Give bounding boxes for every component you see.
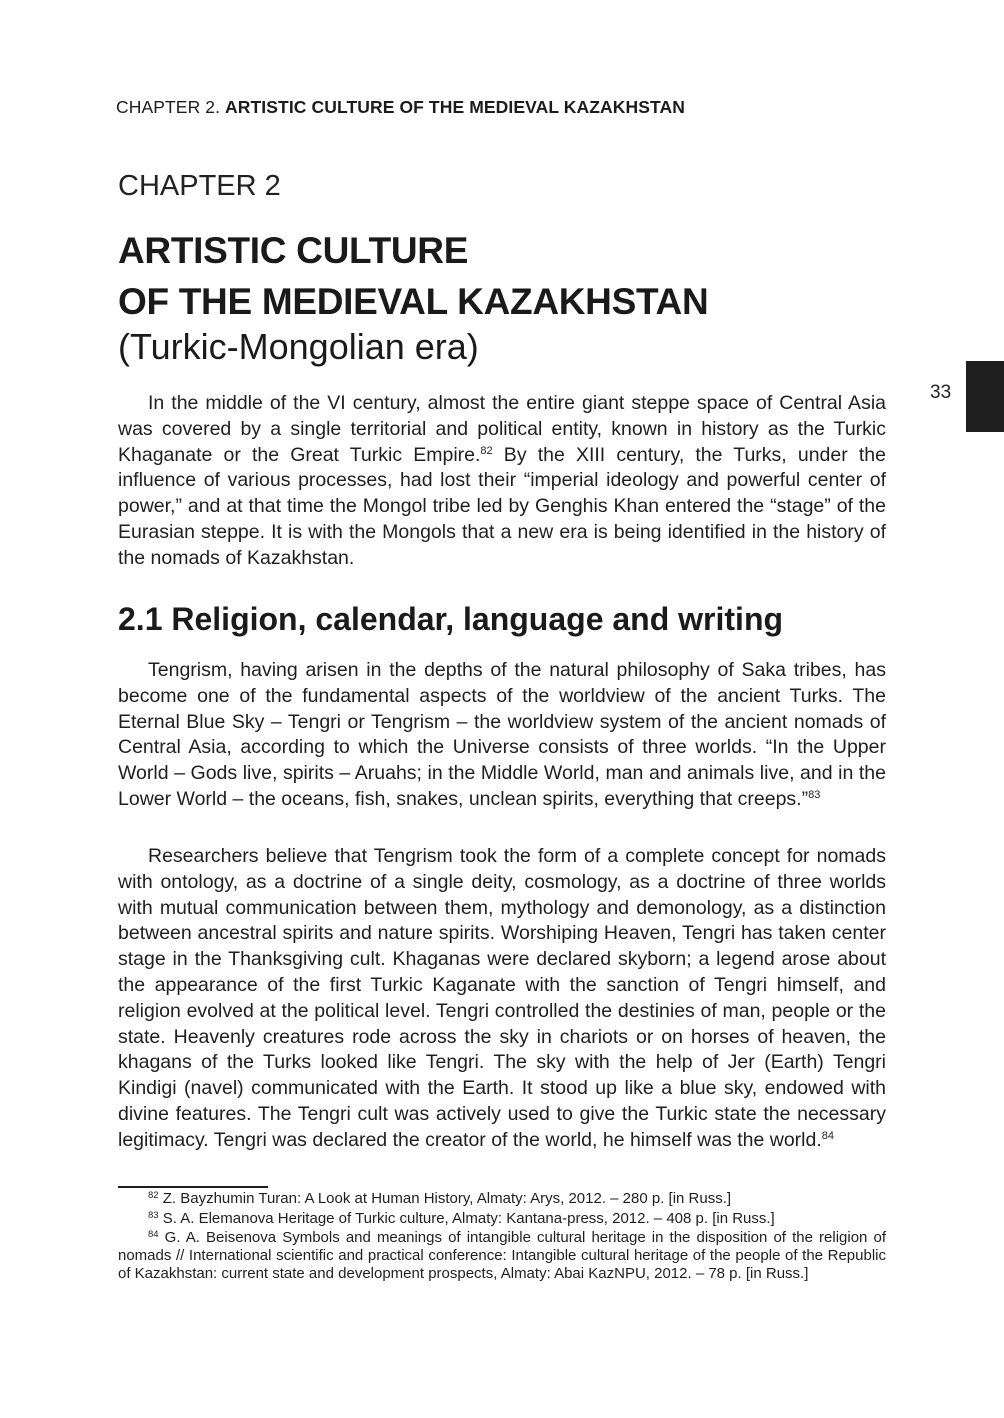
- section-heading: 2.1 Religion, calendar, language and writing: [118, 601, 784, 637]
- chapter-subtitle: (Turkic-Mongolian era): [118, 326, 479, 367]
- body-paragraph-1: [118, 658, 886, 813]
- chapter-title-line2: OF THE MEDIEVAL KAZAKHSTAN: [118, 281, 709, 322]
- running-header: [116, 97, 685, 118]
- footnote-83: [118, 1210, 886, 1228]
- footnote-divider: [118, 1186, 268, 1188]
- footnote-ref-83: 83: [808, 788, 821, 801]
- body-paragraph-2: [118, 844, 886, 1154]
- body-paragraph-1-text: Tengrism, having arisen in the depths of the natural philosophy of Saka tribes, has become one of the fundamental aspects of the worldview of the ancient Turks. The Eternal Blue Sky – Tengri or Tengrism – the worldview system of the ancient nomads of Central Asia, according to which the Universe consists of three worlds. “In the Upper World – Gods live, spirits – Aruahs; in the Middle World, man and animals live, and in the Lower World – the oceans, fish, snakes, unclean spirits, everything that creeps.”: [118, 659, 886, 810]
- page-number: 33: [930, 382, 952, 403]
- footnote-82: [118, 1190, 886, 1208]
- footnote-84-number: 84: [148, 1229, 159, 1240]
- footnote-ref-82: 82: [480, 444, 493, 457]
- body-paragraph-2-text: Researchers believe that Tengrism took the form of a complete concept for nomads with ontology, as a doctrine of a single deity, cosmology, as a doctrine of three worlds with mutual communication between them, mythology and demonology, as a distinction between ancestral spirits and nature spirits. Worshiping Heaven, Tengri has taken center stage in the Thanksgiving cult. Khaganas were declared skyborn; a legend arose about the appearance of the first Turkic Kaganate with the sanction of Tengri himself, and religion evolved at the political level. Tengri controlled the destinies of man, people or the state. Heavenly creatures rode across the sky in chariots or on horses of heaven, the khagans of the Turks looked like Tengri. The sky with the help of Jer (Earth) Tengri Kindigi (navel) communicated with the Earth. It stood up like a blue sky, endowed with divine features. The Tengri cult was actively used to give the Turkic state the necessary legitimacy. Tengri was declared the creator of the world, he himself was the world.: [118, 845, 886, 1151]
- footnote-84: [118, 1229, 886, 1284]
- intro-text-part2: By the XIII century, the Turks, under the influence of various processes, had lost their “imperial ideology and powerful center of power,” and at that time the Mongol tribe led by Genghis Khan entered the “stage” of the Eurasian steppe. It is with the Mongols that a new era is being identified in the history of the nomads of Kazakhstan.: [118, 443, 886, 569]
- footnote-ref-84: 84: [821, 1129, 835, 1142]
- intro-paragraph: [118, 391, 886, 572]
- chapter-label: CHAPTER 2: [118, 170, 281, 202]
- chapter-title: [118, 225, 708, 327]
- running-header-prefix: CHAPTER 2.: [116, 97, 226, 117]
- footnote-83-number: 83: [148, 1210, 159, 1221]
- footnote-83-text: S. A. Elemanova Heritage of Turkic culture, Almaty: Kantana-press, 2012. – 408 p. [in Russ.]: [158, 1210, 775, 1227]
- footnote-82-number: 82: [148, 1190, 159, 1201]
- chapter-thumb-tab: [966, 361, 1004, 432]
- chapter-title-line1: ARTISTIC CULTURE: [118, 230, 469, 271]
- running-header-title: ARTISTIC CULTURE OF THE MEDIEVAL KAZAKHSTAN: [225, 97, 685, 117]
- footnote-84-text: G. A. Beisenova Symbols and meanings of intangible cultural heritage in the disposition of the religion of nomads // International scientific and practical conference: Intangible cultural heritage of the people of the Republic of Kazakhstan: current state and development prospects, Almaty: Abai KazNPU, 2012. – 78 p. [in Russ.]: [118, 1229, 886, 1283]
- intro-text-part1: In the middle of the VI century, almost the entire giant steppe space of Central Asia was covered by a single territorial and political entity, known in history as the Turkic Khaganate or the Great Turkic Empire.: [118, 392, 886, 466]
- footnote-82-text: Z. Bayzhumin Turan: A Look at Human History, Almaty: Arys, 2012. – 280 p. [in Russ.]: [158, 1190, 732, 1207]
